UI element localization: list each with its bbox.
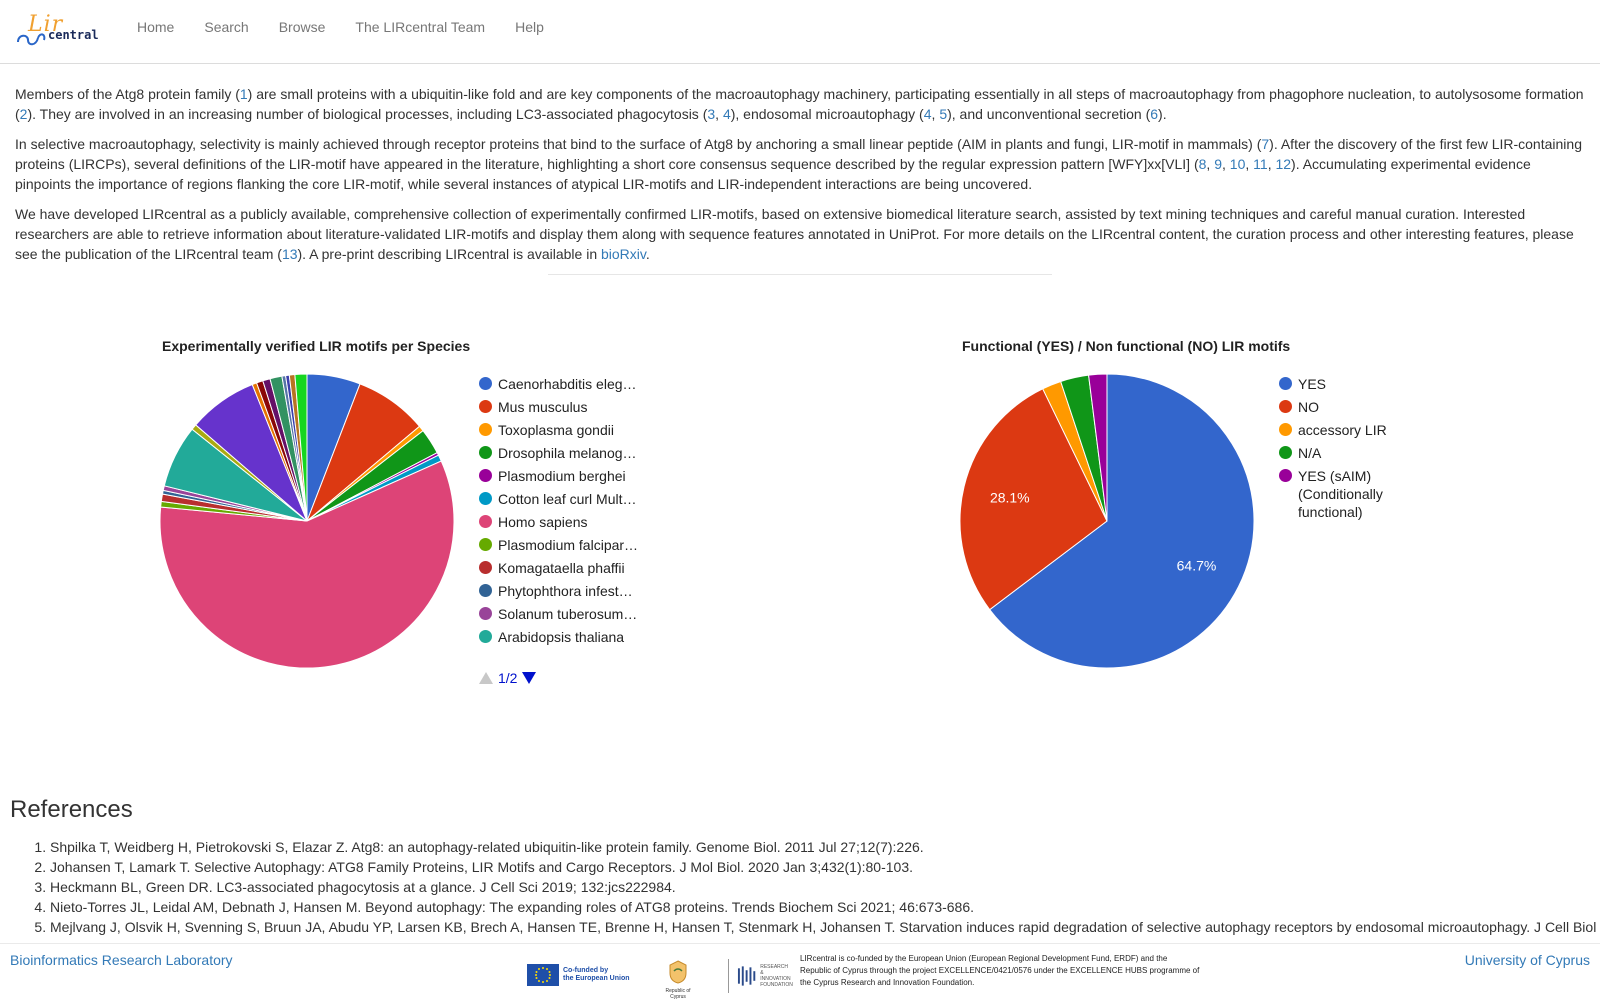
legend-label: Drosophila melanog… (498, 445, 637, 461)
legend-label: Plasmodium berghei (498, 468, 626, 484)
eu-text-2: the European Union (563, 975, 630, 982)
eu-stars-icon (527, 964, 559, 986)
nav-search[interactable]: Search (204, 19, 249, 35)
rif-logo (728, 959, 794, 993)
legend-item[interactable] (1279, 444, 1321, 462)
references-heading: References (10, 796, 133, 823)
legend-label: Homo sapiens (498, 514, 588, 530)
text: ). (1158, 106, 1167, 122)
legend-swatch-icon (1279, 446, 1292, 459)
rif-icon (737, 964, 756, 988)
reference-item: 3. Heckmann BL, Green DR. LC3-associated phagocytosis at a glance. J Cell Sci 2019; 132:jcs222984. (50, 877, 1600, 897)
legend-label: NO (1298, 399, 1319, 415)
divider (548, 274, 1052, 275)
university-of-cyprus-link[interactable]: University of Cyprus (1464, 952, 1590, 968)
legend-swatch-icon (1279, 377, 1292, 390)
ref-link[interactable]: 7 (1261, 136, 1270, 152)
reference-item: 5. Mejlvang J, Olsvik H, Svenning S, Bruun JA, Abudu YP, Larsen KB, Brech A, Hansen TE, Brenne H, Hansen T, Stenmark H, Johansen T. Starvation induces rapid degradation of selective autophagy receptors by endosomal microautophagy. J Cell Biol (50, 917, 1600, 937)
references-list (50, 837, 1600, 937)
legend-swatch-icon (479, 423, 492, 436)
ref-link[interactable]: 11 (1253, 156, 1268, 172)
funding-statement: LIRcentral is co-funded by the European Union (European Regional Development Fund, ERDF) and the Republic of Cyprus through the project EXCELLENCE/0421/0576 under the EXCELLENCE HUBS programme of the Cyprus Research and Innovation Foundation. (800, 954, 1200, 987)
text: , (1245, 156, 1254, 172)
legend-swatch-icon (479, 492, 492, 505)
bioinformatics-lab-link[interactable]: Bioinformatics Research Laboratory (10, 952, 233, 968)
legend-label: Caenorhabditis eleg… (498, 376, 637, 392)
ref-link[interactable]: 6 (1150, 106, 1159, 122)
nav-team[interactable]: The LIRcentral Team (355, 19, 486, 35)
ref-link[interactable]: 4 (923, 106, 932, 122)
biorxiv-link[interactable]: bioRxiv (601, 246, 646, 262)
text: . (645, 246, 650, 262)
legend-swatch-icon (479, 630, 492, 643)
footer (0, 943, 1600, 1000)
cyprus-text: Republic of Cyprus (665, 988, 691, 1000)
slice-label: 28.1% (989, 489, 1030, 506)
text: , (1267, 156, 1276, 172)
text: ), endosomal microautophagy ( (730, 106, 924, 122)
legend-swatch-icon (479, 561, 492, 574)
species-pie-chart (150, 374, 470, 684)
lircentral-logo[interactable] (14, 10, 110, 52)
legend-item[interactable] (479, 605, 637, 623)
cyprus-emblem-icon (666, 959, 690, 985)
legend-label: Toxoplasma gondii (498, 422, 614, 438)
functional-pie-chart (950, 374, 1270, 684)
legend-item[interactable] (479, 444, 637, 462)
legend-label: Arabidopsis thaliana (498, 629, 625, 645)
text: , (931, 106, 940, 122)
text: ). They are involved in an increasing number of biological processes, including LC3-associated phagocytosis ( (27, 106, 708, 122)
legend-label: Mus musculus (498, 399, 588, 415)
nav-browse[interactable]: Browse (278, 19, 326, 35)
text: We have developed LIRcentral as a publicly available, comprehensive collection of experimentally confirmed LIR-motifs, based on extensive biomedical literature search, assisted by text mining techniques and careful manual curation. Interested researchers are able to retrieve information about literature-validated LIR-motifs and display them along with sequence features annotated in UniProt. For more details on the LIRcentral content, the curation process and other interesting features, please see the publication of the LIRcentral team ( (15, 206, 1574, 262)
legend-pager (479, 670, 536, 686)
eu-text-1: Co-funded by (563, 967, 609, 974)
rif-text-2: & INNOVATION (760, 970, 791, 982)
legend-swatch-icon (1279, 400, 1292, 413)
legend-label: Solanum tuberosum… (498, 606, 638, 622)
legend-swatch-icon (479, 377, 492, 390)
logo-central-text: central (48, 28, 99, 42)
logo-lir-text: Lir (28, 12, 64, 37)
text: , (1206, 156, 1215, 172)
legend-label: Plasmodium falcipar… (498, 537, 639, 553)
legend-item[interactable] (1279, 375, 1326, 393)
ref-link[interactable]: 1 (239, 86, 248, 102)
nav-help[interactable]: Help (515, 19, 544, 35)
pager-prev-icon[interactable] (479, 672, 493, 684)
text: ). After the discovery of the first few LIR-containing proteins (LIRCPs), several definitions of the LIR-motif have appeared in the literature, highlighting a short core consensus sequence described by the regular expression pattern [WFY]xx[VLI] ( (15, 136, 1582, 172)
legend-item[interactable] (479, 582, 633, 600)
ref-link[interactable]: 12 (1275, 156, 1292, 172)
pager-next-icon[interactable] (522, 672, 536, 684)
legend-label: Komagataella phaffii (498, 560, 625, 576)
legend-item[interactable] (479, 559, 625, 577)
intro-paragraph-2 (15, 134, 1590, 194)
text: ). A pre-print describing LIRcentral is available in (297, 246, 601, 262)
text: ). Accumulating experimental evidence pinpoints the importance of regions flanking the core LIR-motif, while several instances of atypical LIR-motifs and LIR-independent interactions are being uncovered. (15, 156, 1531, 192)
text: ) are small proteins with a ubiquitin-like fold and are key components of the macroautophagy machinery, participating essentially in all steps of macroautophagy from phagophore nucleation, to autolysosome formation ( (15, 86, 1584, 122)
text: , (1222, 156, 1230, 172)
ref-link[interactable]: 10 (1229, 156, 1246, 172)
ref-link[interactable]: 13 (281, 246, 298, 262)
legend-swatch-icon (479, 538, 492, 551)
legend-swatch-icon (479, 469, 492, 482)
legend-item[interactable] (479, 398, 587, 416)
legend-swatch-icon (479, 607, 492, 620)
nav-home[interactable]: Home (137, 19, 175, 35)
legend-swatch-icon (479, 584, 492, 597)
reference-item: 2. Johansen T, Lamark T. Selective Autophagy: ATG8 Family Proteins, LIR Motifs and Cargo Receptors. J Mol Biol. 2020 Jan 3;432(1):80-103. (50, 857, 1600, 877)
legend-item[interactable] (479, 513, 588, 531)
ref-link[interactable]: 4 (722, 106, 731, 122)
reference-item: 4. Nieto-Torres JL, Leidal AM, Debnath J, Hansen M. Beyond autophagy: The expanding roles of ATG8 proteins. Trends Biochem Sci 2021; 46:673-686. (50, 897, 1600, 917)
ref-link[interactable]: 5 (939, 106, 948, 122)
pager-label: 1/2 (498, 670, 518, 686)
legend-item[interactable] (1279, 467, 1383, 521)
legend-label: Cotton leaf curl Mult… (498, 491, 637, 507)
functional-chart-title: Functional (YES) / Non functional (NO) LIR motifs (962, 338, 1291, 354)
legend-label: accessory LIR (1298, 422, 1387, 438)
intro-text (15, 84, 1590, 274)
legend-label: YES (sAIM) (Conditionally functional) (1298, 468, 1383, 520)
eu-flag-icon (527, 964, 559, 986)
slice-label: 64.7% (1176, 557, 1217, 574)
intro-paragraph-1 (15, 84, 1590, 124)
text: Members of the Atg8 protein family ( (15, 86, 240, 102)
ref-link[interactable]: 2 (19, 106, 28, 122)
legend-item[interactable] (479, 536, 638, 554)
legend-swatch-icon (1279, 423, 1292, 436)
legend-swatch-icon (479, 446, 492, 459)
legend-swatch-icon (479, 400, 492, 413)
cyprus-emblem-logo (660, 959, 696, 1000)
legend-item[interactable] (1279, 398, 1319, 416)
legend-label: Phytophthora infest… (498, 583, 633, 599)
species-chart-title: Experimentally verified LIR motifs per Species (162, 338, 471, 354)
ref-link[interactable]: 8 (1198, 156, 1207, 172)
navbar (0, 0, 1600, 64)
text: ), and unconventional secretion ( (947, 106, 1151, 122)
legend-item[interactable] (479, 490, 637, 508)
rif-text-3: FOUNDATION (760, 982, 793, 988)
intro-paragraph-3 (15, 204, 1590, 264)
legend-item[interactable] (479, 375, 637, 393)
legend-label: YES (1298, 376, 1327, 392)
legend-swatch-icon (1279, 469, 1292, 482)
legend-item[interactable] (479, 628, 624, 646)
rif-text-1: RESEARCH (760, 964, 789, 970)
legend-item[interactable] (479, 467, 626, 485)
text: In selective macroautophagy, selectivity is mainly achieved through receptor proteins that bind to the surface of Atg8 by anchoring a small linear peptide (AIM in plants and fungi, LIR-motif in mammals) ( (15, 136, 1262, 152)
legend-item[interactable] (479, 421, 614, 439)
eu-cofunded-logo (527, 962, 631, 988)
legend-item[interactable] (1279, 421, 1387, 439)
ref-link[interactable]: 3 (707, 106, 716, 122)
reference-item: 1. Shpilka T, Weidberg H, Pietrokovski S, Elazar Z. Atg8: an autophagy-related ubiquitin-like protein family. Genome Biol. 2011 Jul 27;12(7):226. (50, 837, 1600, 857)
ref-link[interactable]: 9 (1214, 156, 1222, 172)
legend-swatch-icon (479, 515, 492, 528)
main-nav (122, 0, 559, 54)
legend-label: N/A (1298, 445, 1322, 461)
text: , (715, 106, 723, 122)
